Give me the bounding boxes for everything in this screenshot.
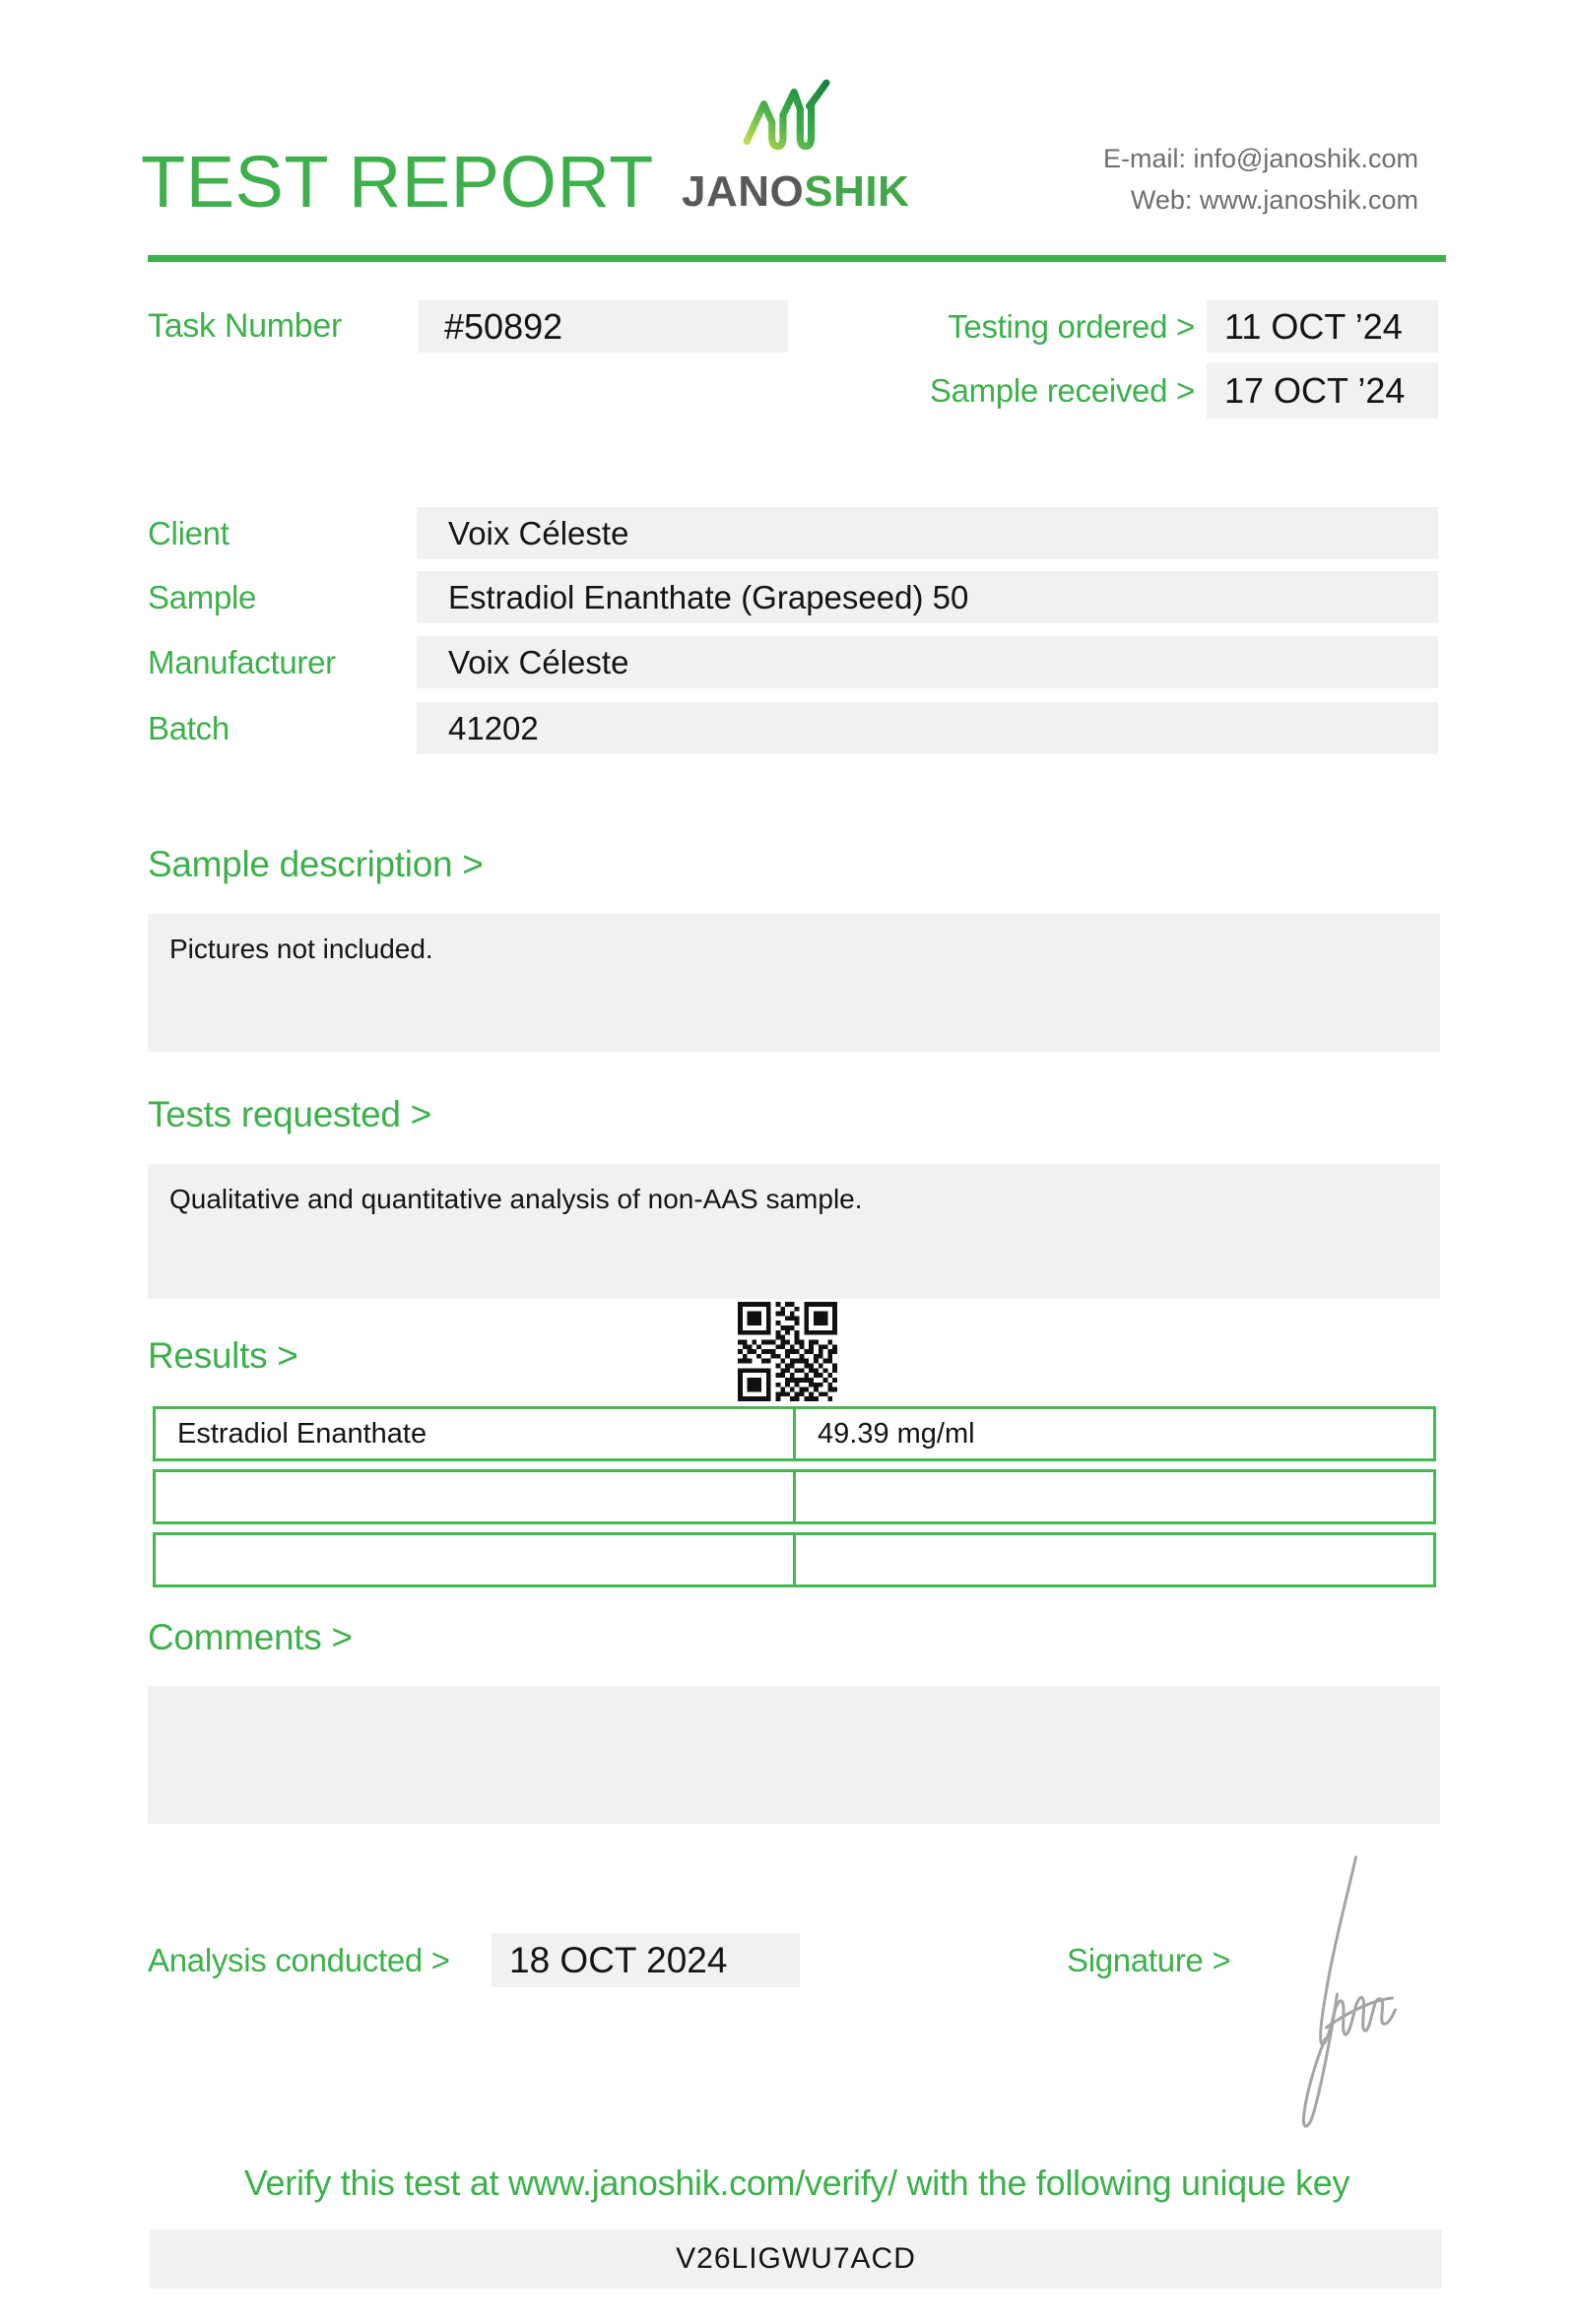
batch-value: 41202: [417, 702, 1438, 754]
qr-code: [738, 1302, 837, 1401]
result-analyte-cell: [156, 1472, 796, 1521]
logo-word-gray: JANO: [682, 167, 805, 216]
results-table-row: [153, 1469, 1436, 1524]
sample-description-body: Pictures not included.: [148, 914, 1440, 1052]
client-label: Client: [148, 515, 230, 551]
results-table-row: [153, 1532, 1436, 1587]
results-heading: Results >: [148, 1335, 298, 1376]
page-title: TEST REPORT: [141, 141, 654, 223]
testing-ordered-value: 11 OCT ’24: [1207, 300, 1438, 353]
tests-requested-body: Qualitative and quantitative analysis of non-AAS sample.: [148, 1164, 1440, 1299]
testing-ordered-label: Testing ordered >: [948, 308, 1195, 345]
result-value-cell: 49.39 mg/ml: [818, 1418, 975, 1450]
sample-received-label: Sample received >: [929, 372, 1195, 409]
result-value-cell: [796, 1472, 1433, 1521]
sample-label: Sample: [148, 579, 257, 615]
contact-web: Web: www.janoshik.com: [1130, 185, 1418, 215]
signature-label: Signature >: [1067, 1942, 1231, 1978]
client-value: Voix Céleste: [417, 507, 1438, 559]
tests-requested-heading: Tests requested >: [148, 1094, 431, 1134]
task-number-value: #50892: [419, 300, 788, 353]
signature-image: [1273, 1849, 1401, 2140]
batch-label: Batch: [148, 710, 230, 746]
result-analyte-cell: Estradiol Enanthate: [156, 1409, 796, 1458]
comments-heading: Comments >: [148, 1617, 353, 1657]
verify-key-value: V26LIGWU7ACD: [150, 2229, 1442, 2289]
sample-received-value: 17 OCT ’24: [1207, 362, 1438, 419]
contact-block: [1103, 138, 1418, 221]
results-table-row: [153, 1406, 1436, 1461]
logo-word-green: SHIK: [804, 167, 910, 216]
result-value-cell: [796, 1535, 1433, 1584]
logo-wordmark: [682, 167, 910, 217]
task-number-label: Task Number: [148, 307, 342, 345]
manufacturer-value: Voix Céleste: [417, 636, 1438, 688]
analysis-conducted-label: Analysis conducted >: [148, 1942, 450, 1978]
comments-body: [148, 1686, 1440, 1824]
logo-chart-icon: [741, 77, 831, 160]
manufacturer-label: Manufacturer: [148, 644, 336, 680]
sample-description-heading: Sample description >: [148, 844, 484, 884]
analysis-date-value: 18 OCT 2024: [492, 1933, 800, 1987]
sample-value: Estradiol Enanthate (Grapeseed) 50: [417, 571, 1438, 623]
verify-instruction: Verify this test at www.janoshik.com/verify/ with the following unique key: [243, 2163, 1350, 2203]
result-analyte-cell: [156, 1535, 796, 1584]
header-divider: [148, 255, 1446, 262]
contact-email: E-mail: info@janoshik.com: [1102, 144, 1418, 173]
